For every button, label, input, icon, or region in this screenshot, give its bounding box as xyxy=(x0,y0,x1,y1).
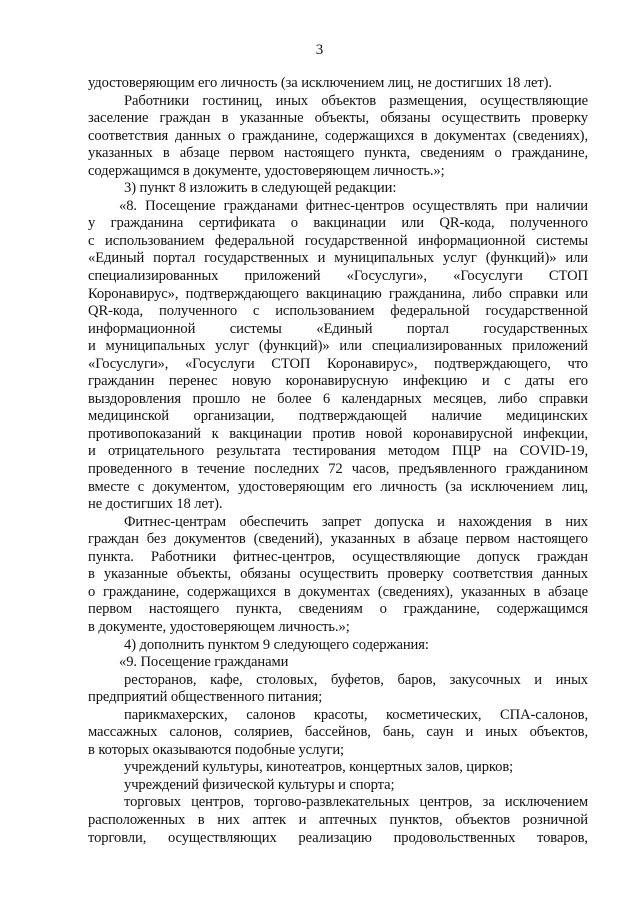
document-body xyxy=(88,75,588,847)
text-line: ресторанов, кафе, столовых, буфетов, баров, закусочных и иных xyxy=(124,671,588,688)
text-line: учреждений физической культуры и спорта; xyxy=(124,776,395,793)
text-line: информационной системы «Единый портал государственных xyxy=(88,320,588,337)
text-line: содержащимся в документе, удостоверяющем личность.»; xyxy=(88,162,445,179)
text-line: специализированных приложений «Госуслуги», «Госуслуги СТОП xyxy=(88,268,588,285)
text-line: в которых оказываются подобные услуги; xyxy=(88,741,344,758)
text-line: соответствия данных о гражданине, содержащихся в документах (сведениях), xyxy=(88,127,588,144)
text-line: и муниципальных услуг (функций)» или специализированных приложений xyxy=(88,338,588,355)
text-line: противопоказаний к вакцинации против новой коронавирусной инфекции, xyxy=(88,425,588,442)
text-line: предприятий общественного питания; xyxy=(88,689,323,706)
text-line: «Единый портал государственных и муниципальных услуг (функций)» или xyxy=(88,250,588,267)
text-line: удостоверяющим его личность (за исключением лиц, не достигших 18 лет). xyxy=(88,75,552,91)
text-line: с использованием федеральной государственной информационной системы xyxy=(88,232,588,249)
text-line: первом настоящего пункта, сведениям о гражданине, содержащимся xyxy=(88,601,588,618)
text-line: 3) пункт 8 изложить в следующей редакции: xyxy=(124,180,397,197)
text-line: расположенных в них аптек и аптечных пунктов, объектов розничной xyxy=(88,811,588,828)
text-line: «9. Посещение гражданами xyxy=(119,654,289,671)
text-line: торговых центров, торгово-развлекательных центров, за исключением xyxy=(124,794,588,811)
text-line: 4) дополнить пунктом 9 следующего содержания: xyxy=(124,636,429,653)
text-line: учреждений культуры, кинотеатров, концертных залов, цирков; xyxy=(124,759,514,776)
text-line: о гражданине, содержащихся в документах (сведениях), указанных в абзаце xyxy=(88,583,588,600)
page-number: 3 xyxy=(315,42,324,58)
text-line: медицинской организации, подтверждающей наличие медицинских xyxy=(88,408,588,425)
text-line: граждан без документов (сведений), указанных в абзаце первом настоящего xyxy=(88,531,588,548)
text-line: массажных салонов, соляриев, бассейнов, бань, саун и иных объектов, xyxy=(88,724,588,741)
text-line: гражданин перенес новую коронавирусную инфекцию и с даты его xyxy=(88,373,588,390)
text-line: торговли, осуществляющих реализацию продовольственных товаров, xyxy=(88,829,588,846)
text-line: пункта. Работники фитнес-центров, осуществляющие допуск граждан xyxy=(88,548,588,565)
text-line: в указанные объекты, обязаны осуществить проверку соответствия данных xyxy=(88,566,588,583)
text-line: Фитнес-центрам обеспечить запрет допуска и нахождения в них xyxy=(124,513,588,530)
text-line: выздоровления прошло не более 6 календарных месяцев, либо справки xyxy=(88,390,588,407)
text-line: проведенного в течение последних 72 часов, предъявленного гражданином xyxy=(88,461,588,478)
text-line: «8. Посещение гражданами фитнес-центров осуществлять при наличии xyxy=(119,197,588,214)
text-line: не достигших 18 лет). xyxy=(88,496,223,513)
text-line: у гражданина сертификата о вакцинации или QR-кода, полученного xyxy=(88,215,588,232)
text-line: вместе с документом, удостоверяющим его личность (за исключением лиц, xyxy=(88,478,588,495)
text-line: Работники гостиниц, иных объектов размещения, осуществляющие xyxy=(124,92,588,109)
text-line: Коронавирус», подтверждающего вакцинацию гражданина, либо справки или xyxy=(88,285,588,302)
text-line: «Госуслуги», «Госуслуги СТОП Коронавирус», подтверждающего, что xyxy=(88,355,588,372)
text-line: указанных в абзаце первом настоящего пункта, сведениям о гражданине, xyxy=(88,145,588,162)
text-line: парикмахерских, салонов красоты, косметических, СПА-салонов, xyxy=(124,706,588,723)
text-line: в документе, удостоверяющем личность.»; xyxy=(88,618,350,635)
text-line: заселение граждан в указанные объекты, обязаны осуществить проверку xyxy=(88,110,588,127)
text-line: QR-кода, полученного с использованием федеральной государственной xyxy=(88,303,588,320)
text-line: и отрицательного результата тестирования методом ПЦР на COVID-19, xyxy=(88,443,588,460)
